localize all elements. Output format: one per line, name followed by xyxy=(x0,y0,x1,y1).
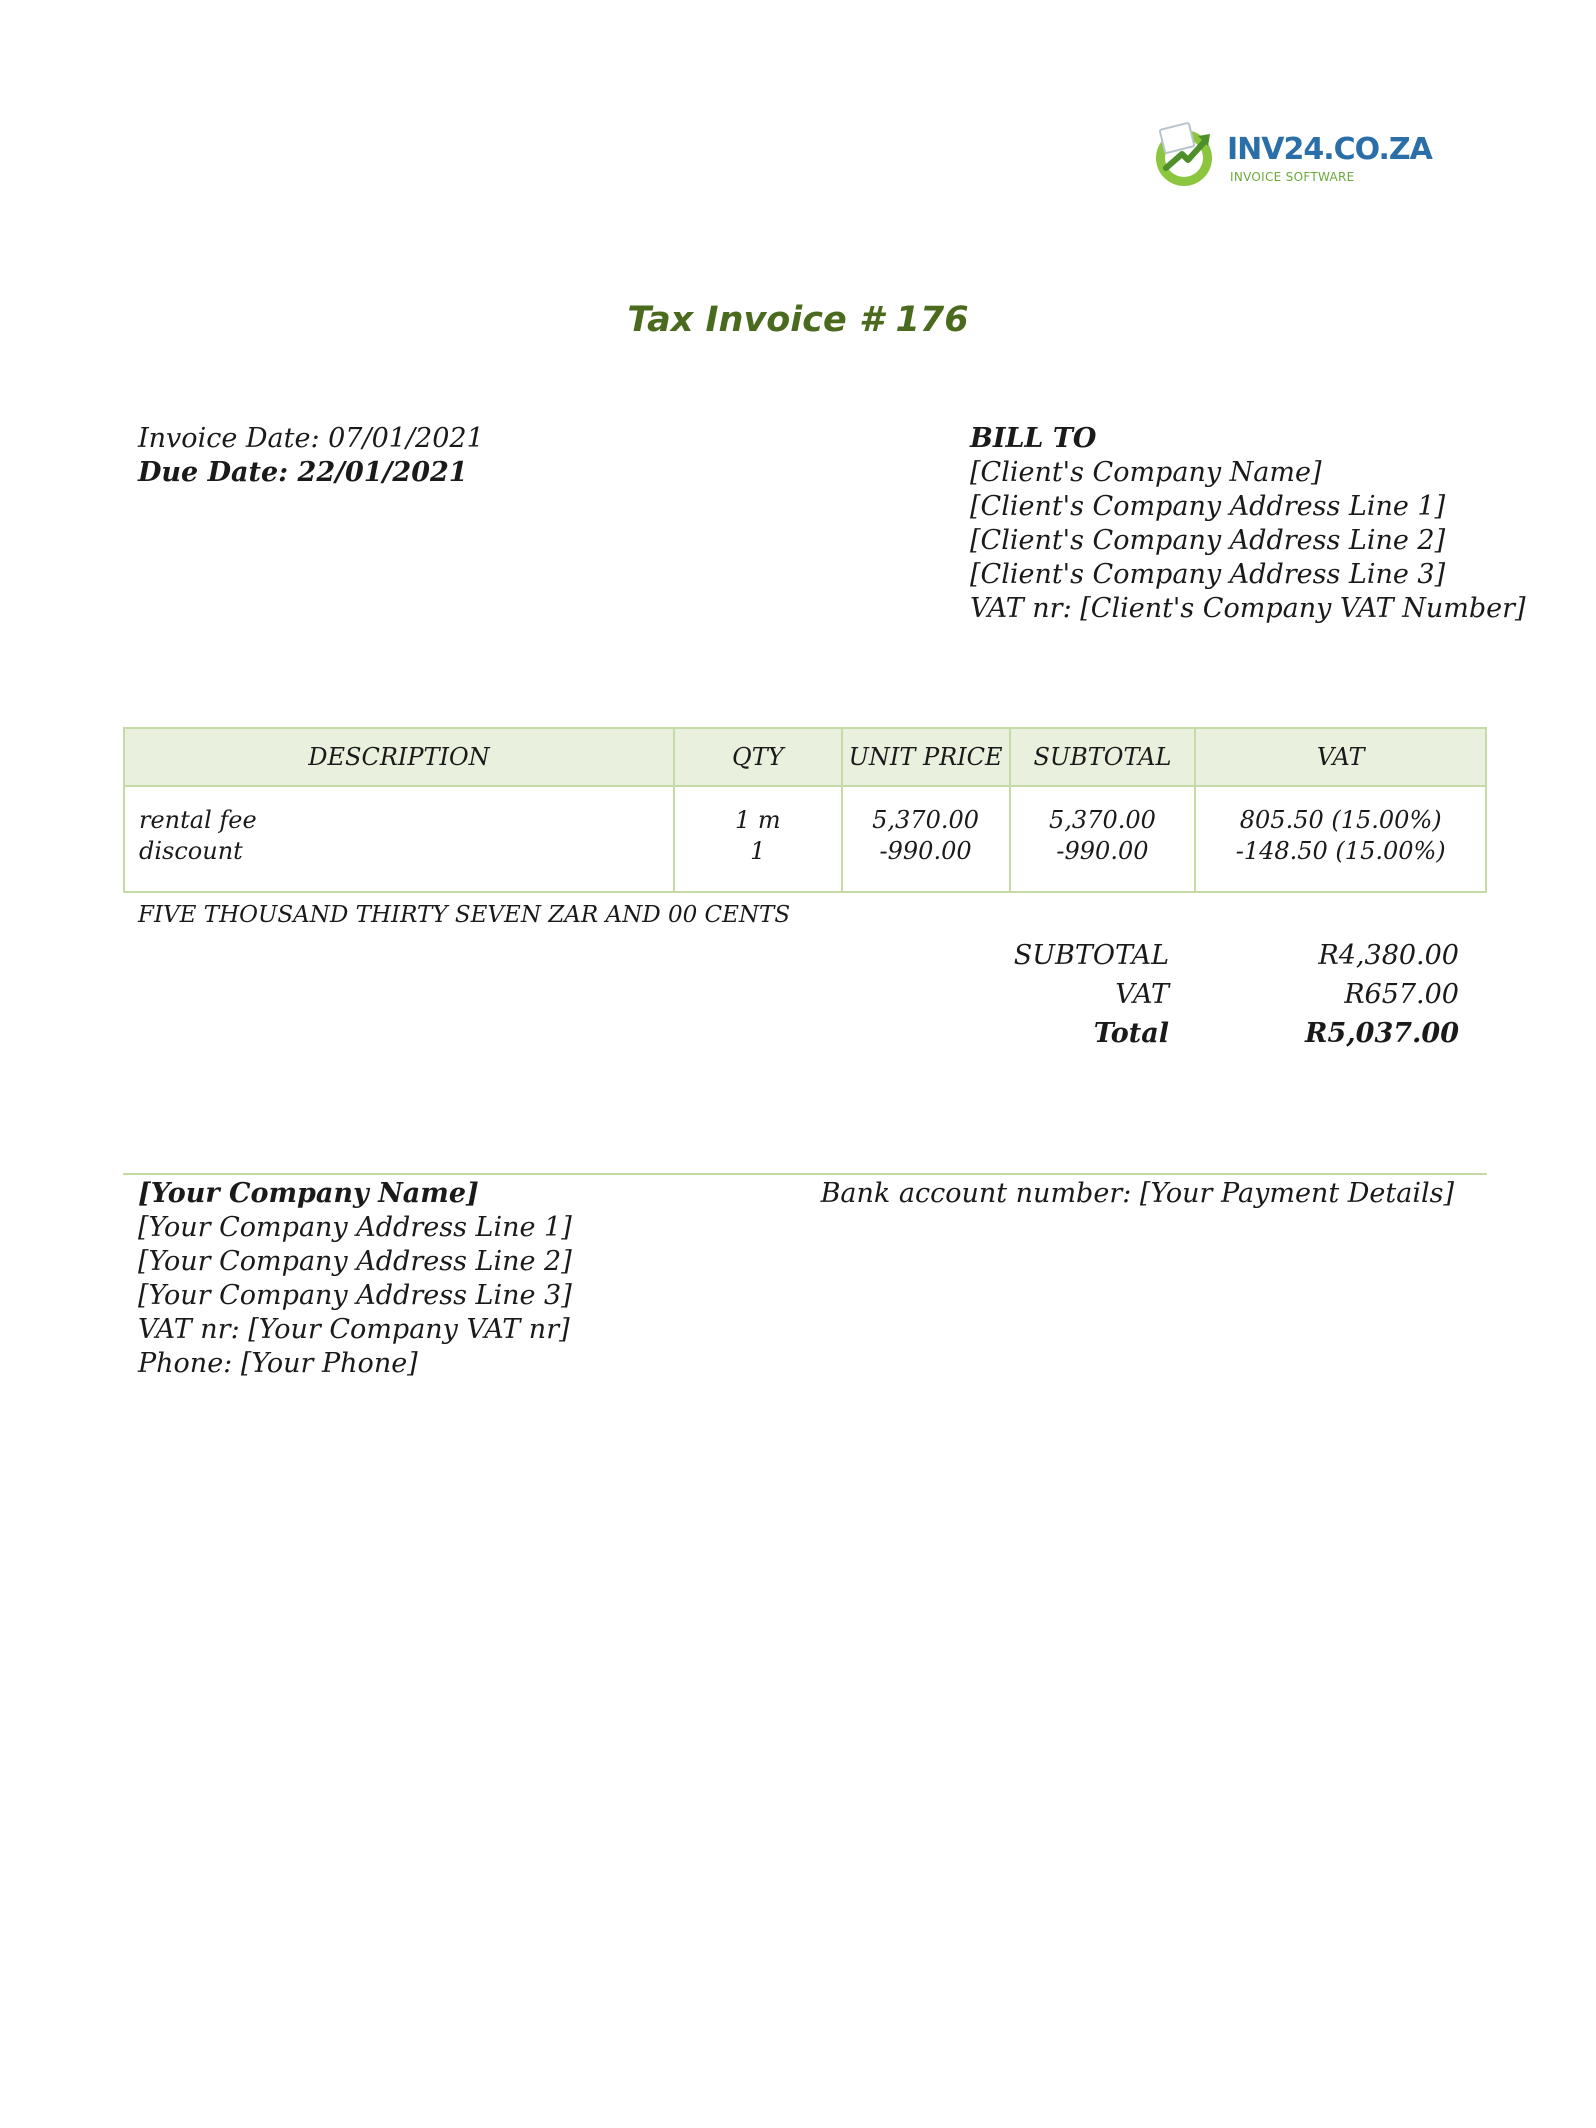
vat-label: VAT xyxy=(1115,979,1169,1010)
item-qty: 1 xyxy=(750,837,766,865)
item-description: discount xyxy=(139,837,243,865)
footer-divider xyxy=(123,1173,1487,1175)
client-company-name: [Client's Company Name] xyxy=(970,457,1322,488)
vat-value: R657.00 xyxy=(1344,979,1459,1010)
item-description: rental fee xyxy=(139,806,257,834)
invoice-title: Tax Invoice # 176 xyxy=(627,300,969,340)
bill-to-heading: BILL TO xyxy=(970,423,1097,454)
header-subtotal: SUBTOTAL xyxy=(1010,728,1196,786)
invoice-dates xyxy=(138,422,484,490)
vat-cell xyxy=(1195,786,1486,892)
unit-price-cell xyxy=(842,786,1010,892)
company-vat-number: VAT nr: [Your Company VAT nr] xyxy=(138,1314,570,1345)
item-subtotal: -990.00 xyxy=(1056,837,1149,865)
logo-subtext: INVOICE SOFTWARE xyxy=(1230,170,1355,184)
client-vat-number: VAT nr: [Client's Company VAT Number] xyxy=(970,593,1526,624)
item-vat: 805.50 (15.00%) xyxy=(1239,806,1442,834)
header-vat: VAT xyxy=(1195,728,1486,786)
amount-in-words: FIVE THOUSAND THIRTY SEVEN ZAR AND 00 CENTS xyxy=(138,902,791,928)
bank-account-details: Bank account number: [Your Payment Details] xyxy=(820,1178,1454,1209)
bill-to-block xyxy=(970,422,1526,626)
total-label: Total xyxy=(1093,1018,1169,1049)
item-unit-price: 5,370.00 xyxy=(872,806,980,834)
header-qty: QTY xyxy=(674,728,842,786)
item-subtotal: 5,370.00 xyxy=(1049,806,1156,834)
company-address-line-1: [Your Company Address Line 1] xyxy=(138,1212,572,1243)
qty-cell xyxy=(674,786,842,892)
description-cell xyxy=(124,786,674,892)
logo-text: INV24.CO.ZA xyxy=(1227,132,1432,167)
client-address-line-2: [Client's Company Address Line 2] xyxy=(970,525,1446,556)
subtotal-label: SUBTOTAL xyxy=(1013,940,1169,971)
invoice-date: Invoice Date: 07/01/2021 xyxy=(138,423,484,454)
logo-icon xyxy=(1152,120,1222,190)
subtotal-value: R4,380.00 xyxy=(1318,940,1459,971)
company-address-line-2: [Your Company Address Line 2] xyxy=(138,1246,572,1277)
table-row xyxy=(124,786,1486,892)
company-logo xyxy=(1152,120,1432,200)
header-unit-price: UNIT PRICE xyxy=(842,728,1010,786)
company-address-line-3: [Your Company Address Line 3] xyxy=(138,1280,572,1311)
client-address-line-3: [Client's Company Address Line 3] xyxy=(970,559,1446,590)
item-unit-price: -990.00 xyxy=(879,837,972,865)
company-block xyxy=(138,1177,572,1381)
total-value: R5,037.00 xyxy=(1305,1018,1459,1049)
line-items-table xyxy=(123,727,1487,893)
due-date: Due Date: 22/01/2021 xyxy=(138,457,468,488)
table-header-row xyxy=(124,728,1486,786)
company-name: [Your Company Name] xyxy=(138,1178,479,1209)
header-description: DESCRIPTION xyxy=(124,728,674,786)
item-qty: 1 m xyxy=(734,806,781,834)
client-address-line-1: [Client's Company Address Line 1] xyxy=(970,491,1446,522)
item-vat: -148.50 (15.00%) xyxy=(1235,837,1446,865)
subtotal-cell xyxy=(1010,786,1196,892)
company-phone: Phone: [Your Phone] xyxy=(138,1348,418,1379)
